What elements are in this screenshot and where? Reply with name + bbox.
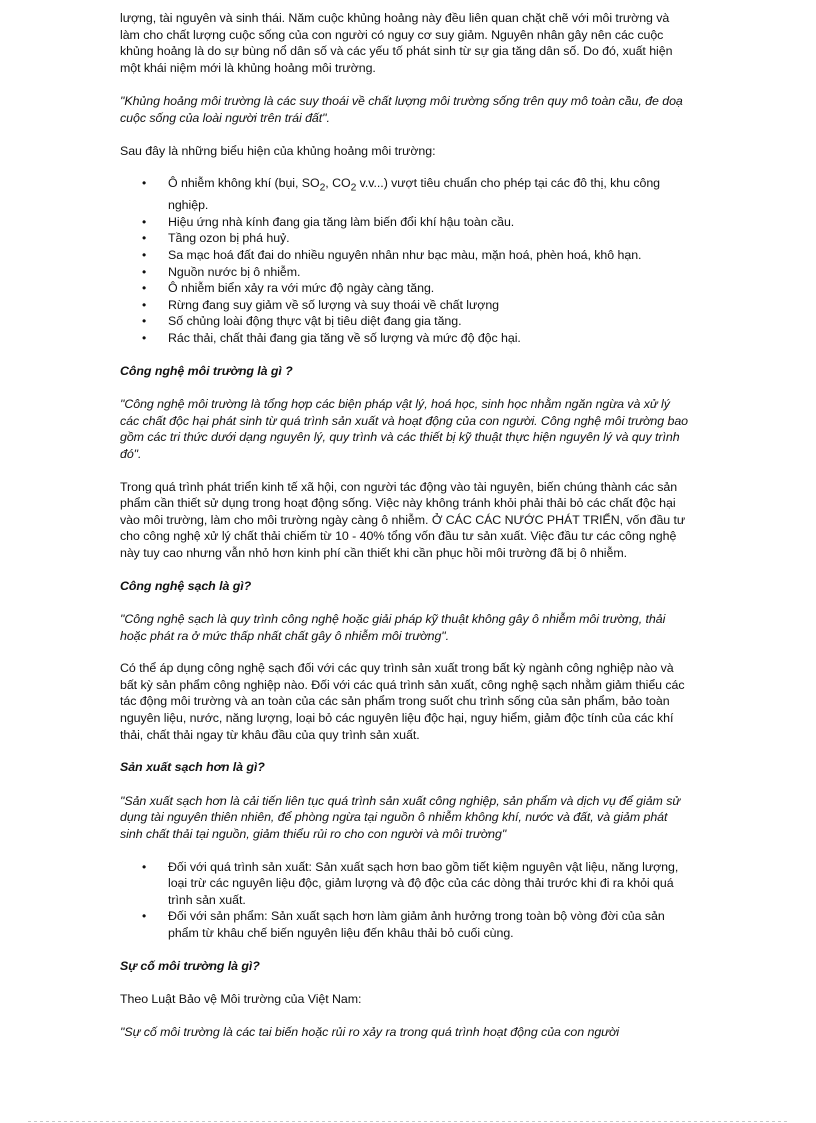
- document-page: [120, 10, 690, 1056]
- bullet-icon: •: [142, 214, 147, 229]
- intro-paragraph: lượng, tài nguyên và sinh thái. Năm cuộc khủng hoảng này đều liên quan chặt chẽ với môi trường và làm cho chất lượng cuộc sống của con người có nguy cơ suy giảm. Nguyên nhân gây nên các cuộc khủng hoảng là do sự bùng nổ dân số và các yếu tố phát sinh từ sự gia tăng dân số. Do đó, xuất hiện một khái niệm mới là khủng hoảng môi trường.: [120, 11, 673, 75]
- list-item: • Đối với quá trình sản xuất: Sản xuất sạch hơn bao gồm tiết kiệm nguyên vật liệu, năng lượng, loại trừ các nguyên liệu độc, giảm lượng và độ độc của các dòng thải trước khi đi ra khỏi quá trình sản xuất.: [142, 859, 679, 907]
- env-tech-paragraph: Trong quá trình phát triển kinh tế xã hội, con người tác động vào tài nguyên, biến chúng thành các sản phẩm cần thiết sử dụng trong hoạt động sống. Việc này không tránh khỏi phải thải bỏ các chất độc hại vào môi trường, làm cho môi trường ngày càng ô nhiễm. Ở CÁC CÁC NƯỚC PHÁT TRIỂN, vốn đầu tư cho công nghệ xử lý chất thải chiếm từ 10 - 40% tổng vốn đầu tư sản xuất. Việc đầu tư các công nghệ này tuy cao nhưng vẫn nhỏ hơn kinh phí cần thiết khi cần phục hồi môi trường đã bị ô nhiễm.: [120, 479, 686, 560]
- clean-tech-quote: "Công nghệ sạch là quy trình công nghệ hoặc giải pháp kỹ thuật không gây ô nhiễm môi trường, thải hoặc phát ra ở mức thấp nhất chất gây ô nhiễm môi trường".: [120, 612, 666, 643]
- heading-environmental-incident: Sự cố môi trường là gì?: [120, 958, 260, 973]
- list-item: • Rừng đang suy giảm về số lượng và suy thoái về chất lượng: [142, 297, 500, 312]
- incident-law-intro: Theo Luật Bảo vệ Môi trường của Việt Nam:: [120, 992, 362, 1007]
- bullet-icon: •: [142, 248, 147, 262]
- heading-environmental-technology: Công nghệ môi trường là gì ?: [120, 363, 293, 378]
- bullet-icon: •: [142, 281, 147, 296]
- list-item: • Tầng ozon bị phá huỷ.: [142, 231, 290, 246]
- crisis-definition-quote: "Khủng hoảng môi trường là các suy thoái về chất lượng môi trường sống trên quy mô toàn cầu, đe doạ cuộc sống của loài người trên trái đất".: [120, 94, 683, 125]
- crisis-list-intro: Sau đây là những biểu hiện của khủng hoảng môi trường:: [120, 143, 436, 158]
- list-item: • Nguồn nước bị ô nhiễm.: [142, 264, 301, 279]
- list-item: • Đối với sản phẩm: Sản xuất sạch hơn làm giảm ảnh hưởng trong toàn bộ vòng đời của sản phẩm từ khâu chế biến nguyên liệu đến khâu thải bỏ cuối cùng.: [142, 909, 665, 940]
- bullet-icon: •: [142, 330, 147, 345]
- heading-clean-technology: Công nghệ sạch là gì?: [120, 578, 252, 593]
- bullet-icon: •: [142, 264, 147, 279]
- bullet-icon: •: [142, 314, 147, 329]
- cleaner-production-list: [120, 859, 690, 942]
- clean-tech-paragraph: Có thể áp dụng công nghệ sạch đối với các quy trình sản xuất trong bất kỳ ngành công nghiệp nào và bất kỳ sản phẩm công nghiệp nào. Đối với các quá trình sản xuất, công nghệ sạch nhằm giảm thiểu các tác động môi trường và an toàn của các sản phẩm trong suốt chu trình sống của sản phẩm, bảo toàn nguyên liệu, nước, năng lượng, loại bỏ các nguyên liệu độc hại, nguy hiểm, giảm độc tính của các khí thải, chất thải ngay từ khâu đầu của quy trình sản xuất.: [120, 661, 685, 742]
- list-item: • Ô nhiễm không khí (bụi, $SO_2$, $CO_2$ v.v...) vượt tiêu chuẩn cho phép tại các đô thị, khu công nghiệp.: [142, 176, 661, 213]
- incident-quote: "Sự cố môi trường là các tai biến hoặc rủi ro xảy ra trong quá trình hoạt động của con người: [120, 1024, 620, 1039]
- bullet-icon: •: [142, 176, 147, 191]
- heading-cleaner-production: Sản xuất sạch hơn là gì?: [120, 760, 265, 775]
- list-item: • Số chủng loài động thực vật bị tiêu diệt đang gia tăng.: [142, 314, 462, 329]
- bullet-icon: •: [142, 231, 147, 246]
- bullet-icon: •: [142, 297, 147, 312]
- list-item: • Ô nhiễm biển xảy ra với mức độ ngày càng tăng.: [142, 281, 435, 296]
- list-item: • Sa mạc hoá đất đai do nhiều nguyên nhân như bạc màu, mặn hoá, phèn hoá, khô hạn.: [142, 248, 642, 262]
- cleaner-production-quote: "Sản xuất sạch hơn là cải tiến liên tục quá trình sản xuất công nghiệp, sản phẩm và dịch vụ để giảm sử dụng tài nguyên thiên nhiên, để phòng ngừa tại nguồn ô nhiễm không khí, nước và đất, và giảm phát sinh chất thải tại nguồn, giảm thiểu rủi ro cho con người và môi trường": [120, 793, 681, 842]
- list-item: • Rác thải, chất thải đang gia tăng về số lượng và mức độ độc hại.: [142, 330, 521, 345]
- env-tech-quote: "Công nghệ môi trường là tổng hợp các biện pháp vật lý, hoá học, sinh học nhằm ngăn ngừa và xử lý các chất độc hại phát sinh từ quá trình sản xuất và hoạt động của con người. Công nghệ môi trường bao gồm các tri thức dưới dạng nguyên lý, quy trình và các thiết bị kỹ thuật thực hiện nguyên lý và quy trình đó".: [120, 397, 689, 461]
- bullet-icon: •: [142, 909, 147, 924]
- bullet-icon: •: [142, 859, 147, 874]
- list-item: • Hiệu ứng nhà kính đang gia tăng làm biến đổi khí hậu toàn cầu.: [142, 214, 515, 229]
- page-bottom-divider: [28, 1121, 788, 1122]
- crisis-list: [120, 175, 690, 346]
